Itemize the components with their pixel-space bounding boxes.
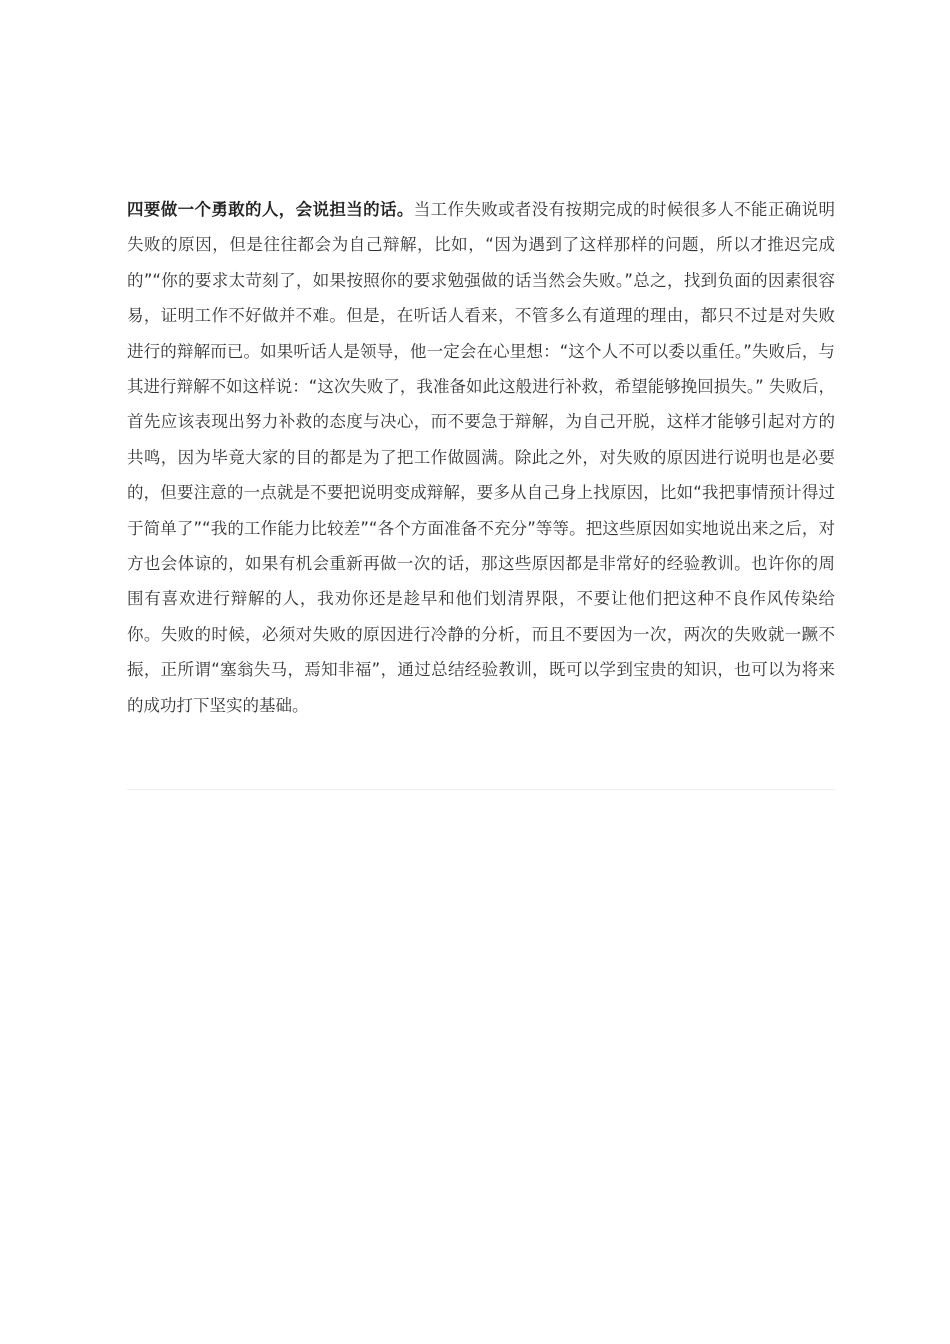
- paragraph-lead: 四要做一个勇敢的人，会说担当的话。: [127, 200, 414, 219]
- paragraph-body: 当工作失败或者没有按期完成的时候很多人不能正确说明失败的原因，但是往往都会为自己辩解，比如，“因为遇到了这样那样的问题，所以才推迟完成的”“你的要求太苛刻了，如果按照你的要求勉强做的话当然会失败。”总之，找到负面的因素很容易，证明工作不好做并不难。但是，在听话人看来，不管多么有道理的理由，都只不过是对失败进行的辩解而已。如果听话人是领导，他一定会在心里想：“这个人不可以委以重任。”失败后，与其进行辩解不如这样说：“这次失败了，我准备如此这般进行补救，希望能够挽回损失。” 失败后，首先应该表现出努力补救的态度与决心，而不要急于辩解，为自己开脱，这样才能够引起对方的共鸣，因为毕竟大家的目的都是为了把工作做圆满。除此之外，对失败的原因进行说明也是必要的，但要注意的一点就是不要把说明变成辩解，要多从自己身上找原因，比如“我把事情预计得过于简单了”“我的工作能力比较差”“各个方面准备不充分”等等。把这些原因如实地说出来之后，对方也会体谅的，如果有机会重新再做一次的话，那这些原因都是非常好的经验教训。也许你的周围有喜欢进行辩解的人，我劝你还是趁早和他们划清界限，不要让他们把这种不良作风传染给你。失败的时候，必须对失败的原因进行冷静的分析，而且不要因为一次，两次的失败就一蹶不振，正所谓“塞翁失马，焉知非福”，通过总结经验教训，既可以学到宝贵的知识，也可以为将来的成功打下坚实的基础。: [127, 200, 836, 715]
- section-divider: [127, 789, 835, 790]
- article-paragraph: [127, 192, 835, 723]
